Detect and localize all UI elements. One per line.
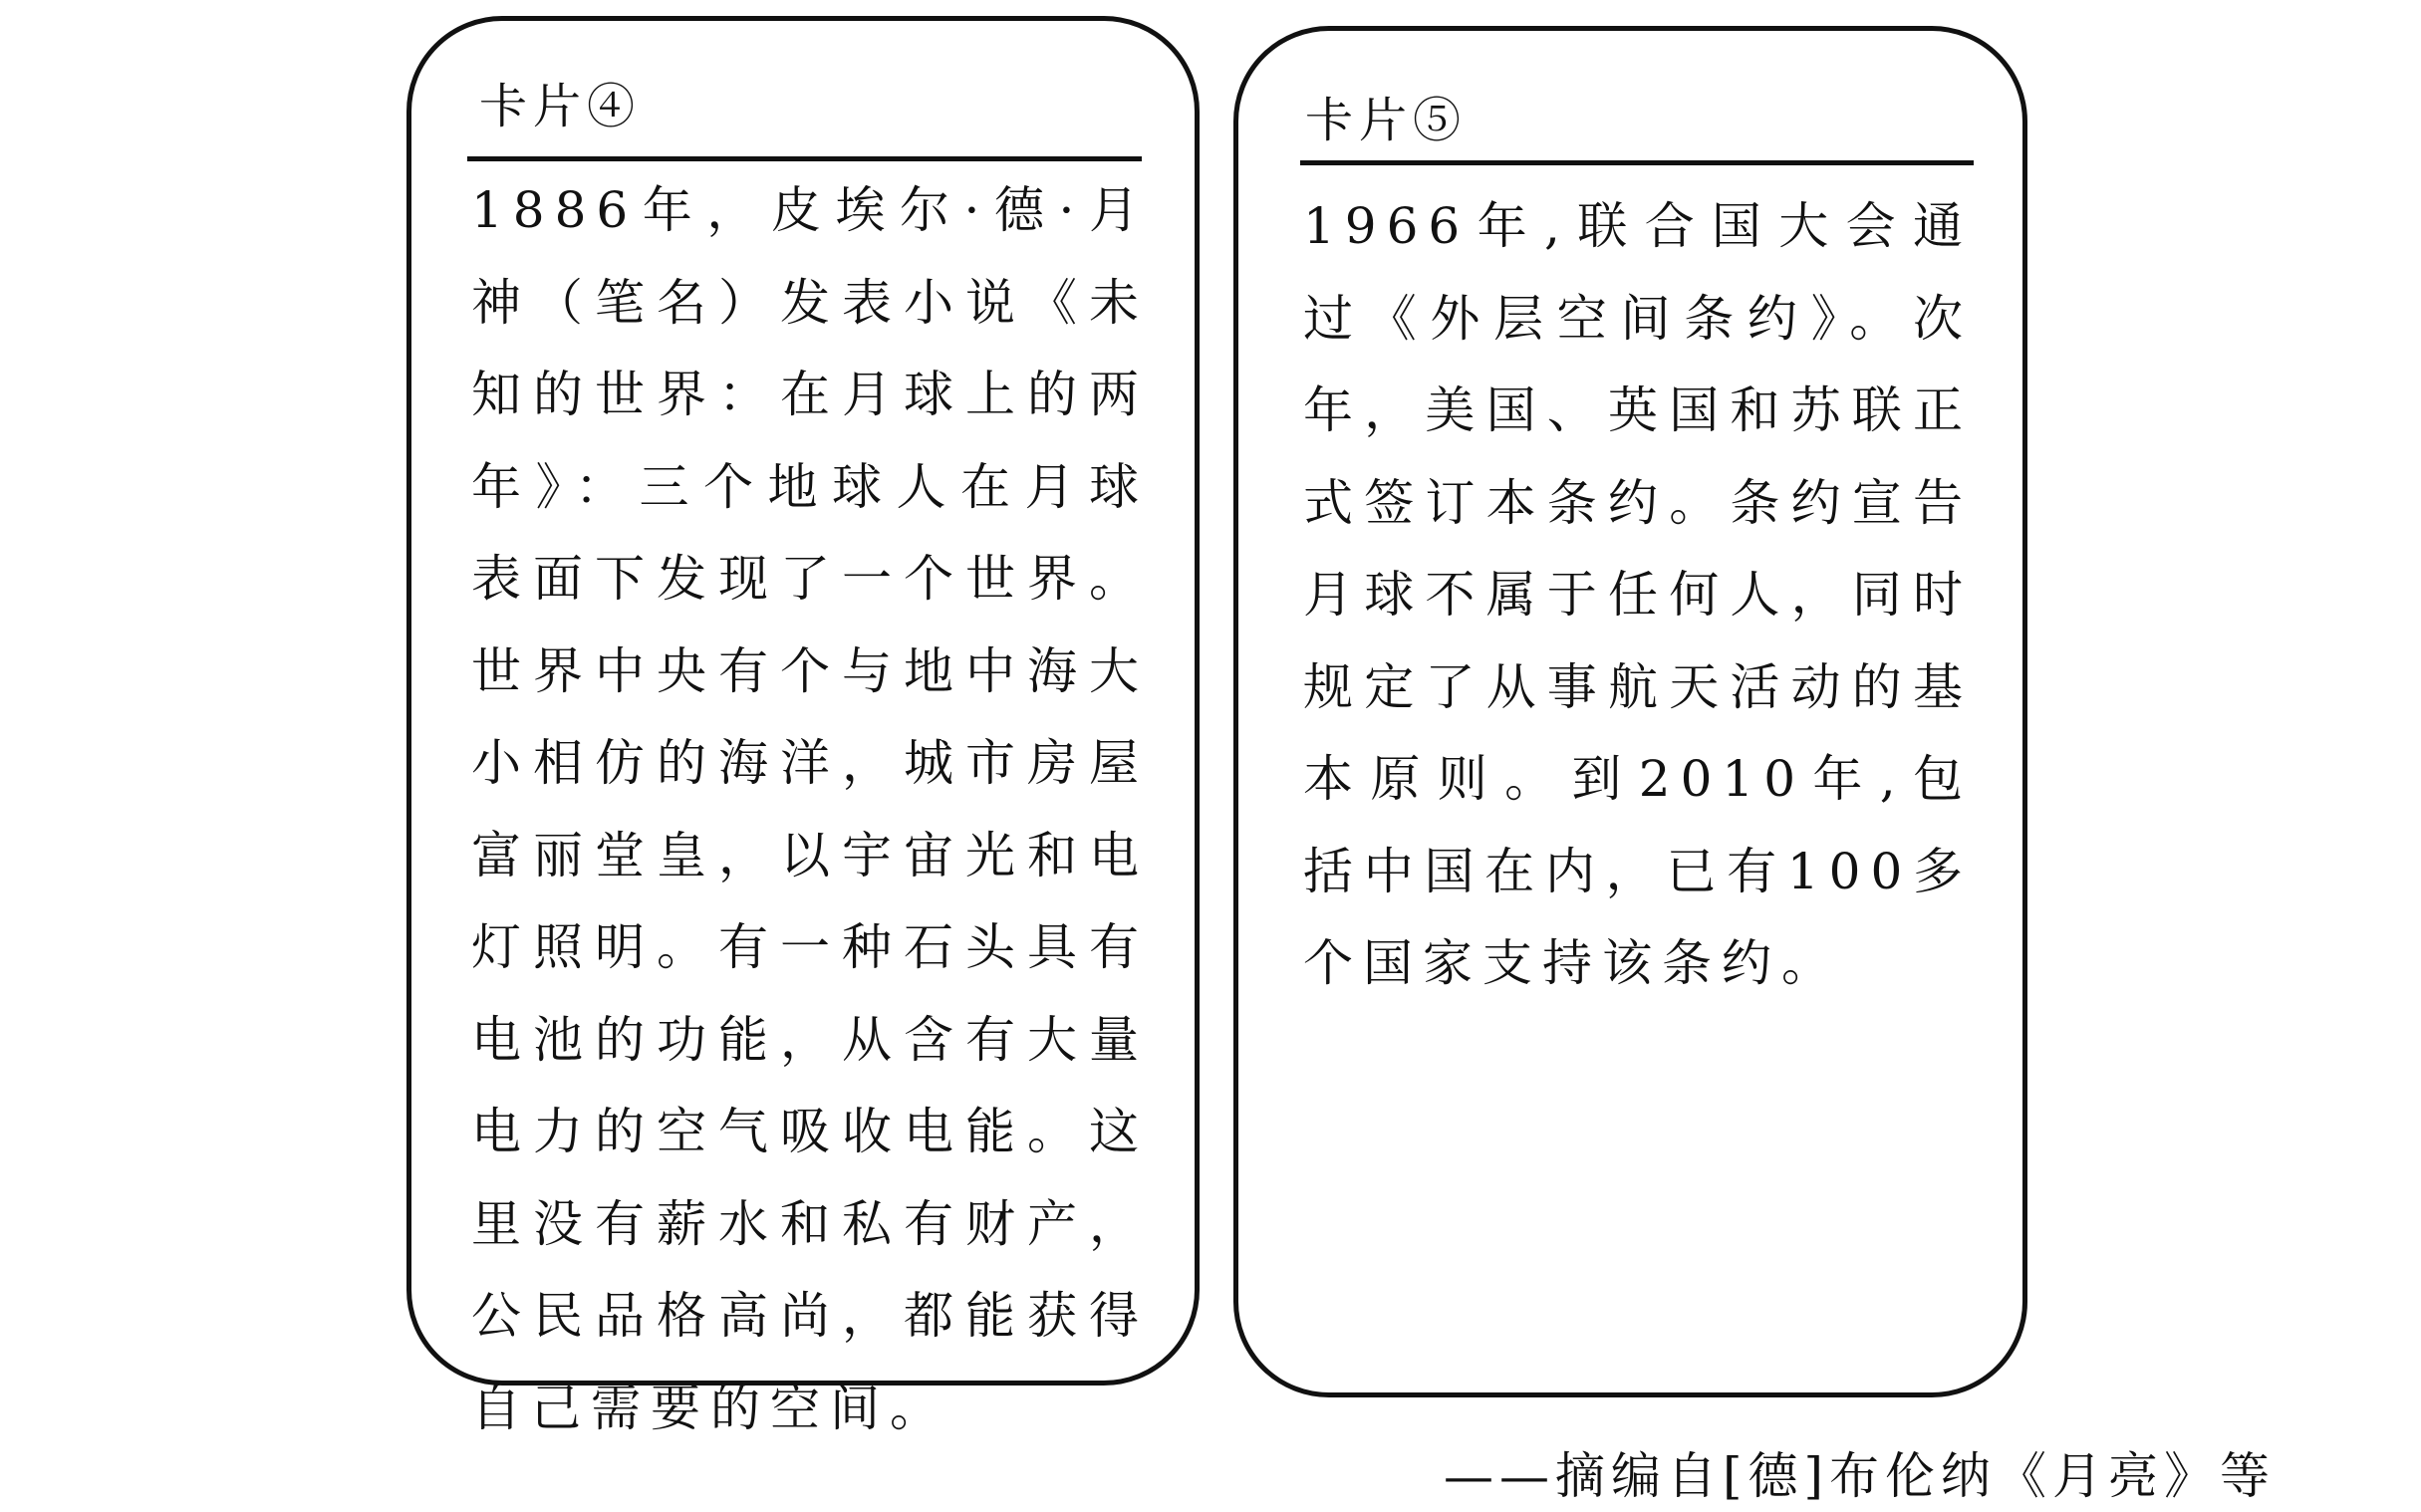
card-4-body: 1886年，皮埃尔·德·月神（笔名）发表小说《未知的世界：在月球上的两年》：三个地球人在月球表面下发现了一个世界。世界中央有个与地中海大小相仿的海洋，城市房屋富丽堂皇，以宇宙光和电灯照明。有一种石头具有电池的功能，从含有大量电力的空气吸收电能。这里没有薪水和私有财产，公民品格高尚，都能获得自己需要的空间。 bbox=[471, 181, 1149, 1437]
source-citation: ——摘编自[德]布伦纳《月亮》等 bbox=[1443, 1447, 2276, 1505]
card-5-body: 1966年,联合国大会通过《外层空间条约》。次年，美国、英国和苏联正式签订本条约。条约宣告月球不属于任何人，同时规定了从事航天活动的基本原则。到2010年,包括中国在内，已有100多个国家支持该条约。 bbox=[1303, 197, 1973, 992]
card-4 bbox=[406, 16, 1200, 1437]
card-5-title: 卡片⑤ bbox=[1305, 93, 1468, 148]
card-5-divider bbox=[1300, 160, 1974, 165]
card-4-divider bbox=[467, 156, 1142, 161]
card-5 bbox=[1233, 26, 2027, 1397]
card-4-title: 卡片④ bbox=[479, 79, 642, 134]
